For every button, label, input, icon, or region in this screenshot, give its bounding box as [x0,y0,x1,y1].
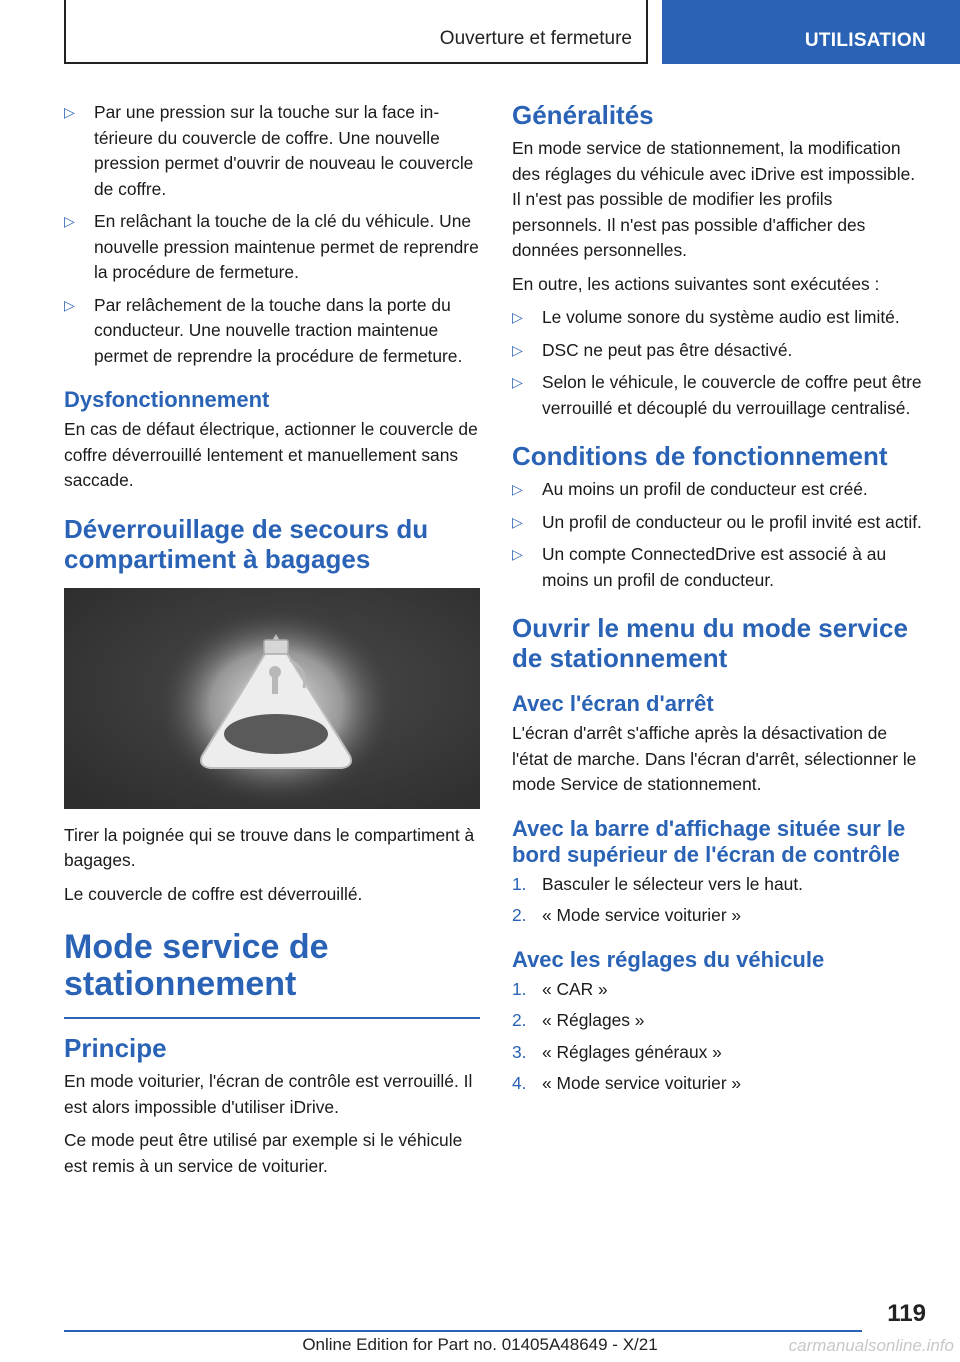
heading-principe: Principe [64,1033,167,1063]
list-item: 1. Basculer le sélecteur vers le haut. [512,873,803,894]
header-section-box [64,0,648,64]
paragraph-principe-2: Ce mode peut être utilisé par exemple si le véhicule est remis à un service de voiturier. [64,1130,463,1176]
paragraph-dysfonctionnement: En cas de défaut électrique, actionner le couvercle de coffre déverrouillé lentement et manuellement sans saccade. [64,419,478,490]
watermark: carmanualsonline.info [788,1336,954,1355]
list-item: ▷ Selon le véhicule, le couvercle de coffre peut être verrouillé et découplé du verrouillage centralisé. [512,372,922,418]
heading-reglages-vehicule: Avec les réglages du véhicule [512,946,825,972]
caption-unlocked: Le couvercle de coffre est déverrouillé. [64,883,363,904]
list-item: 4. « Mode service voiturier » [512,1073,742,1093]
steps-barre-list [512,872,926,929]
right-column [512,100,926,1103]
footer-rule [64,1330,862,1332]
triangle-bullet-icon: ▷ [512,341,523,358]
triangle-bullet-icon: ▷ [512,481,523,497]
header-chapter-tab [662,0,960,64]
paragraph-principe-1: En mode voiturier, l'écran de contrôle est verrouillé. Il est alors impossible d'utiliser iDrive. [64,1071,473,1117]
paragraph-ecran-arret: L'écran d'arrêt s'affiche après la désactivation de l'état de marche. Dans l'écran d'arrêt, sélectionner le mode Service de stationnement. [512,723,917,794]
list-item: ▷ En relâchant la touche de la clé du véhicule. Une nouvelle pression maintenue permet de reprendre la procédure de fermeture. [64,211,479,282]
heading-deverrouillage-secours: Déverrouillage de secours du compartiment à bagages [64,513,429,574]
heading-barre-affichage: Avec la barre d'affichage située sur le bord supérieur de l'écran de contrôle [512,815,906,867]
list-item: ▷ Par une pression sur la touche sur la face intérieure du couvercle de coffre. Une nouvelle pression permet d'ouvrir de nouveau le couvercle de coffre. [64,102,474,199]
heading-ecran-arret: Avec l'écran d'arrêt [512,691,714,716]
header-chapter-label: UTILISATION [804,30,926,51]
triangle-bullet-icon: ▷ [512,513,523,530]
list-item: ▷ Un compte ConnectedDrive est associé à au moins un profil de conducteur. [512,544,887,590]
list-item: ▷ Au moins un profil de conducteur est créé. [512,477,926,503]
list-item: ▷ Un profil de conducteur ou le profil invité est actif. [512,510,926,536]
list-item: 2. « Réglages » [512,1010,645,1030]
heading-dysfonctionnement: Dysfonctionnement [64,387,270,412]
triangle-bullet-icon: ▷ [64,213,75,229]
list-item: ▷ Le volume sonore du système audio est limité. [512,305,926,331]
triangle-bullet-icon: ▷ [64,104,75,120]
paragraph-generalites-1: En mode service de stationnement, la modification des réglages du véhicule avec iDrive est impossible. Il n'est pas possible de modifier les profils personnels. Il n'est pas possible d'afficher des données personnelles. [512,138,916,260]
list-item: 3. « Réglages généraux » [512,1041,722,1062]
page-number: 119 [887,1300,926,1327]
actions-list [512,305,926,421]
conditions-list [512,477,926,593]
triangle-bullet-icon: ▷ [64,296,75,313]
header-section-title: Ouverture et fermeture [439,28,632,49]
triangle-bullet-icon: ▷ [512,546,523,562]
list-item: ▷ DSC ne peut pas être désactivé. [512,338,926,364]
footer-edition: Online Edition for Part no. 01405A48649 - X/21 [302,1335,658,1354]
list-item: ▷ Par relâchement de la touche dans la porte du conducteur. Une nouvelle traction maintenue permet de reprendre la procédure de fermeture. [64,294,463,366]
heading-conditions: Conditions de fonctionnement [512,441,888,471]
triangle-bullet-icon: ▷ [512,374,523,390]
heading-generalites: Généralités [512,100,654,130]
closing-steps-list [64,100,480,369]
heading-mode-service: Mode service de stationnement [64,928,329,1003]
paragraph-generalites-2: En outre, les actions suivantes sont exécutées : [512,273,880,294]
trunk-release-handle-icon [64,588,480,809]
triangle-bullet-icon: ▷ [512,309,523,325]
caption-pull-handle: Tirer la poignée qui se trouve dans le compartiment à bagages. [64,824,475,870]
list-item: 1. « CAR » [512,978,608,999]
steps-reglages-list [512,977,926,1097]
heading-ouvrir-menu: Ouvrir le menu du mode service de stationnement [512,613,908,673]
list-item: 2. « Mode service voiturier » [512,905,742,925]
trunk-release-handle-image [64,588,480,809]
heading-rule [64,1017,480,1019]
left-column [64,100,480,1187]
